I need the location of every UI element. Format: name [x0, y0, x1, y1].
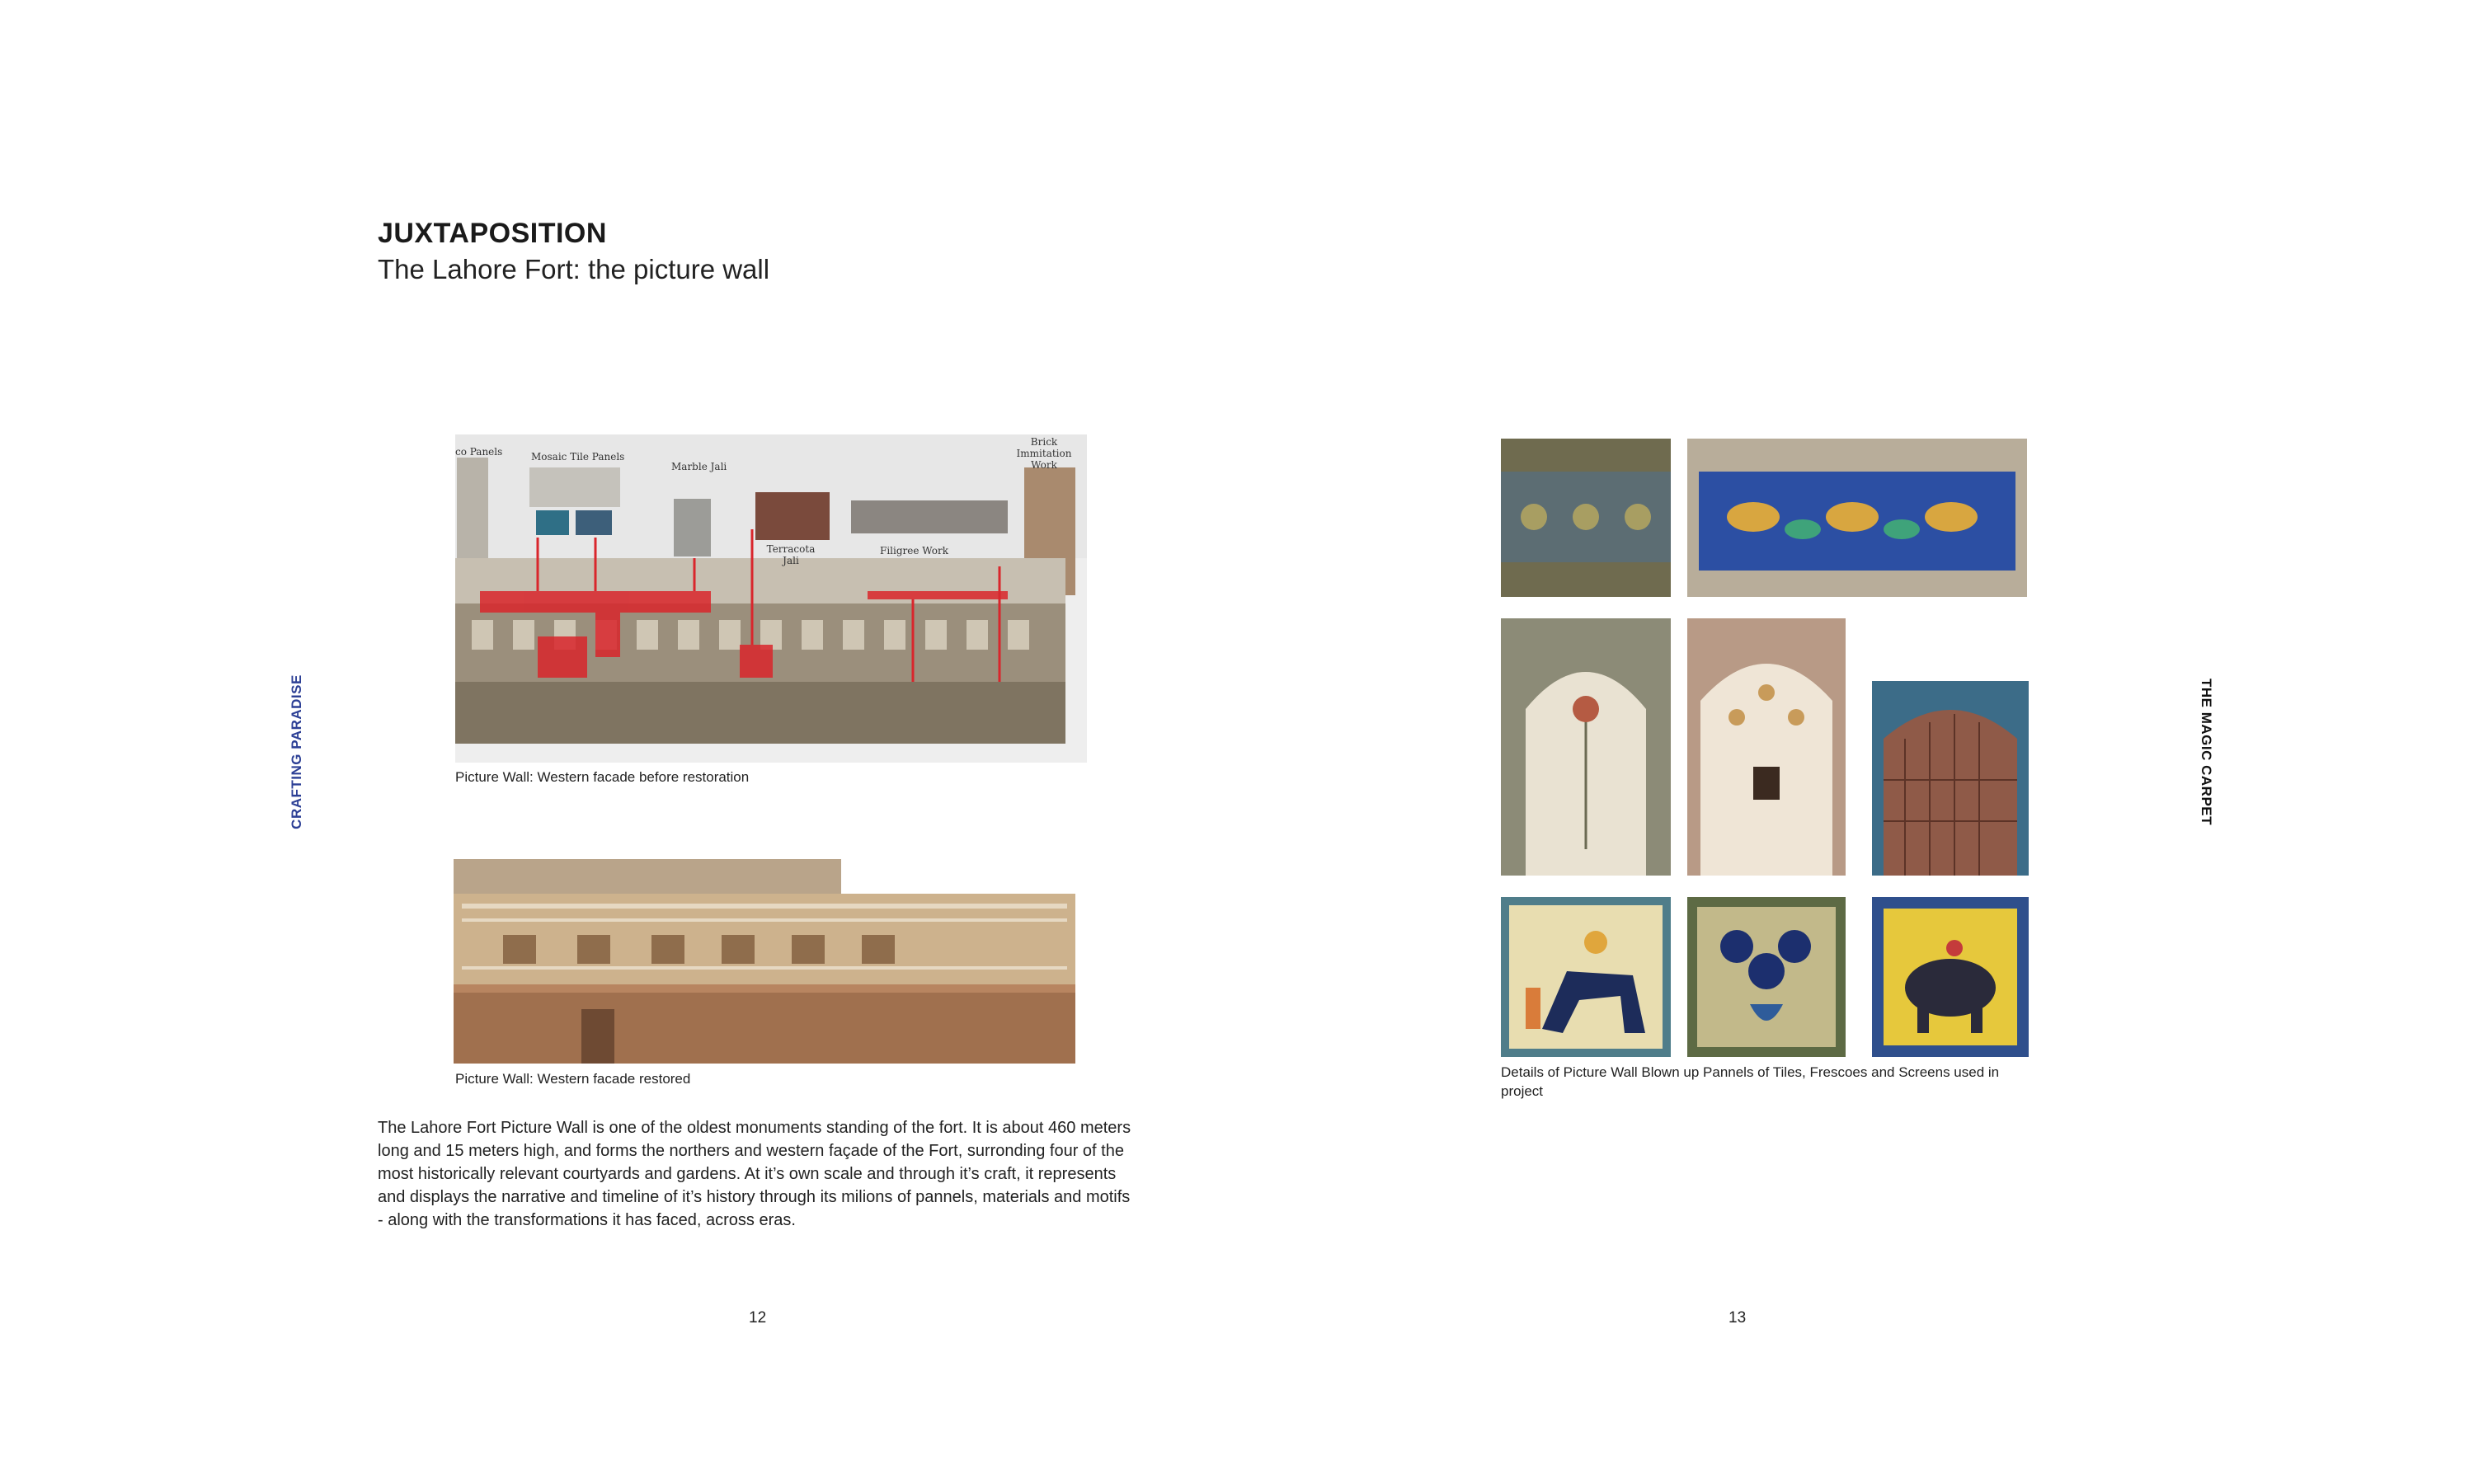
tile-flower-vase-photo	[1687, 897, 1846, 1057]
left-side-label: CRAFTING PARADISE	[289, 674, 304, 829]
right-side-label: THE MAGIC CARPET	[2199, 679, 2214, 825]
label-fresco-panels: co Panels	[455, 446, 503, 458]
label-mosaic-tile-panels: Mosaic Tile Panels	[531, 451, 625, 463]
gallery-caption: Details of Picture Wall Blown up Pannels of Tiles, Frescoes and Screens used in project	[1501, 1064, 2000, 1099]
page-number-right: 13	[1729, 1309, 1747, 1327]
section-subtitle: The Lahore Fort: the picture wall	[378, 254, 770, 284]
label-terracota-jali: Terracota Jali	[766, 543, 816, 566]
tile-horse-frieze-photo	[1687, 439, 2027, 597]
body-paragraph: The Lahore Fort Picture Wall is one of the oldest monuments standing of the fort. It is about 460 meters long and 15 meters high, and forms the northers and western façade of the Fort, surronding four of the most historically relevant courtyards and gardens. At it’s own scale and through it’s craft, it represents and displays the narrative and timeline of it’s history through its milions of pannels, materials and motifs - along with the transformations it has faced, across eras.	[378, 1119, 1131, 1229]
label-brick-imitation-work: Brick Immitation Work	[1016, 436, 1072, 471]
facade-before-caption: Picture Wall: Western facade before restoration	[455, 769, 750, 785]
section-title: JUXTAPOSITION	[378, 218, 607, 249]
label-filigree-work: Filigree Work	[880, 545, 949, 556]
fresco-niche-flower-vase-photo	[1687, 618, 1846, 876]
facade-restored-figure	[454, 844, 1075, 1064]
facade-restored-caption: Picture Wall: Western facade restored	[455, 1071, 691, 1087]
label-marble-jali: Marble Jali	[671, 461, 727, 472]
fresco-niche-red-flower-photo	[1501, 618, 1671, 876]
facade-before-figure	[455, 434, 1087, 763]
tile-mosaic-photo	[1501, 439, 1671, 597]
tile-horseman-photo	[1501, 897, 1671, 1057]
tile-elephant-photo	[1872, 897, 2029, 1057]
page-number-left: 12	[749, 1309, 767, 1327]
terracota-screen-photo	[1872, 681, 2029, 876]
